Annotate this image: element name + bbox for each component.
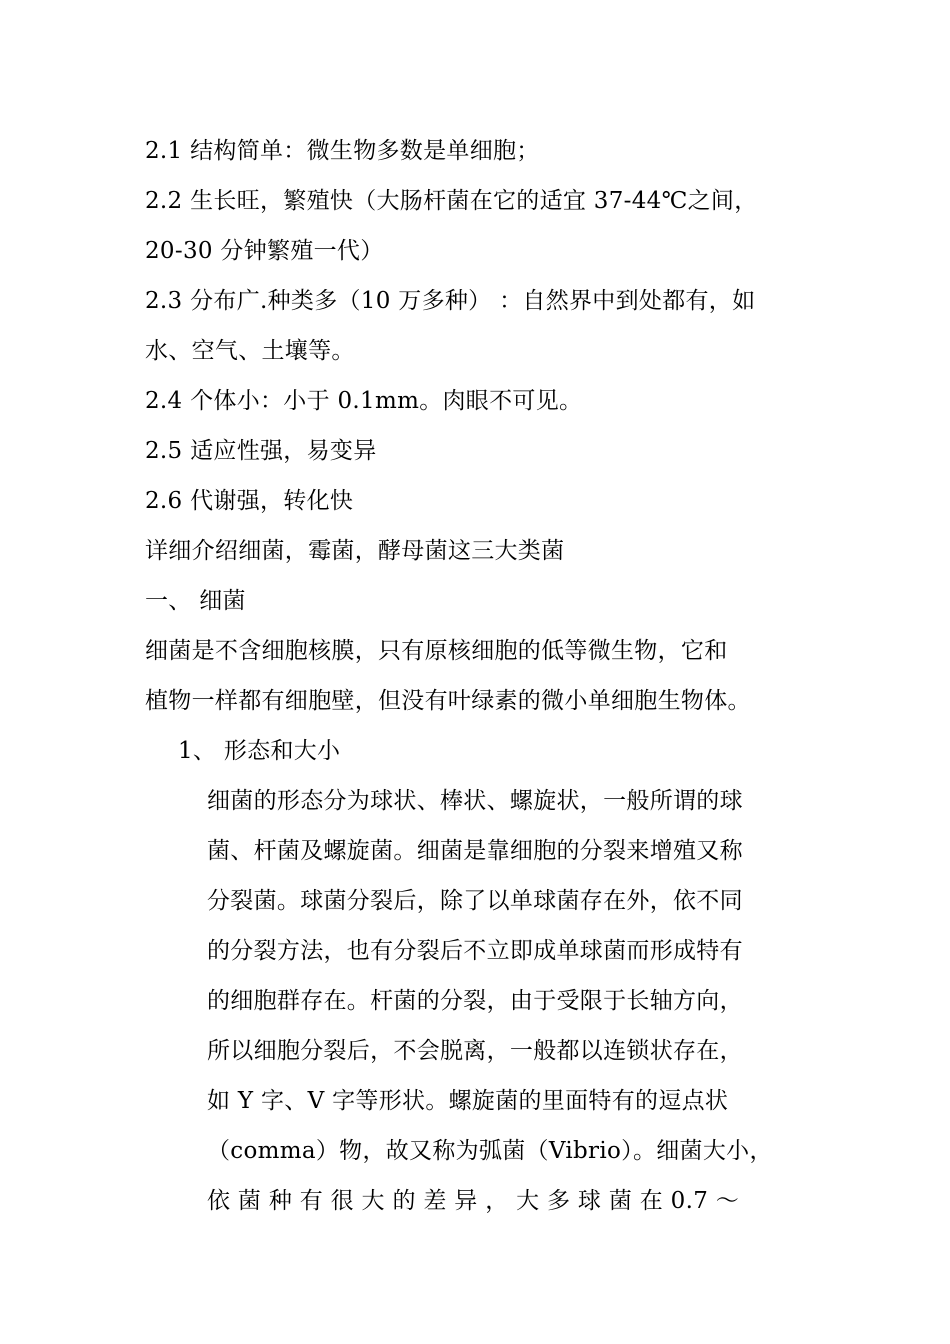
shape-paragraph-line-2: 菌、杆菌及螺旋菌。细菌是靠细胞的分裂来增殖又称 — [207, 838, 743, 864]
section-heading-bacteria: 一、 细菌 — [145, 588, 246, 614]
section-intro-heading: 详细介绍细菌，霉菌，酵母菌这三大类菌 — [145, 538, 565, 564]
text-line-2-3: 2.3 分布广.种类多（10 万多种） ：自然界中到处都有，如 — [145, 288, 756, 314]
shape-paragraph-line-3: 分裂菌。球菌分裂后，除了以单球菌存在外，依不同 — [207, 888, 743, 914]
text-line-2-4: 2.4 个体小：小于 0.1mm。肉眼不可见。 — [145, 388, 583, 414]
text-line-2-1: 2.1 结构简单：微生物多数是单细胞； — [145, 138, 540, 164]
shape-paragraph-line-1: 细菌的形态分为球状、棒状、螺旋状，一般所谓的球 — [207, 788, 743, 814]
shape-paragraph-line-6: 所以细胞分裂后，不会脱离，一般都以连锁状存在， — [207, 1038, 743, 1064]
bacteria-intro-line-2: 植物一样都有细胞壁，但没有叶绿素的微小单细胞生物体。 — [145, 688, 751, 714]
shape-paragraph-line-4: 的分裂方法，也有分裂后不立即成单球菌而形成特有 — [207, 938, 743, 964]
text-line-2-3-cont: 水、空气、土壤等。 — [145, 338, 355, 364]
text-line-2-2: 2.2 生长旺，繁殖快（大肠杆菌在它的适宜 37-44℃之间， — [145, 188, 758, 214]
text-line-2-6: 2.6 代谢强，转化快 — [145, 488, 354, 514]
shape-paragraph-line-8: （comma）物，故又称为弧菌（Vibrio）。细菌大小， — [207, 1138, 773, 1164]
shape-paragraph-line-9: 依 菌 种 有 很 大 的 差 异 ， 大 多 球 菌 在 0.7 ～ — [207, 1188, 740, 1214]
text-line-2-2-cont: 20-30 分钟繁殖一代） — [145, 238, 384, 264]
bacteria-intro-line-1: 细菌是不含细胞核膜，只有原核细胞的低等微生物，它和 — [145, 638, 728, 664]
shape-paragraph-line-5: 的细胞群存在。杆菌的分裂，由于受限于长轴方向， — [207, 988, 743, 1014]
subsection-heading-shape-size: 1、 形态和大小 — [178, 738, 341, 764]
shape-paragraph-line-7: 如 Y 字、V 字等形状。螺旋菌的里面特有的逗点状 — [207, 1088, 729, 1114]
text-line-2-5: 2.5 适应性强，易变异 — [145, 438, 377, 464]
